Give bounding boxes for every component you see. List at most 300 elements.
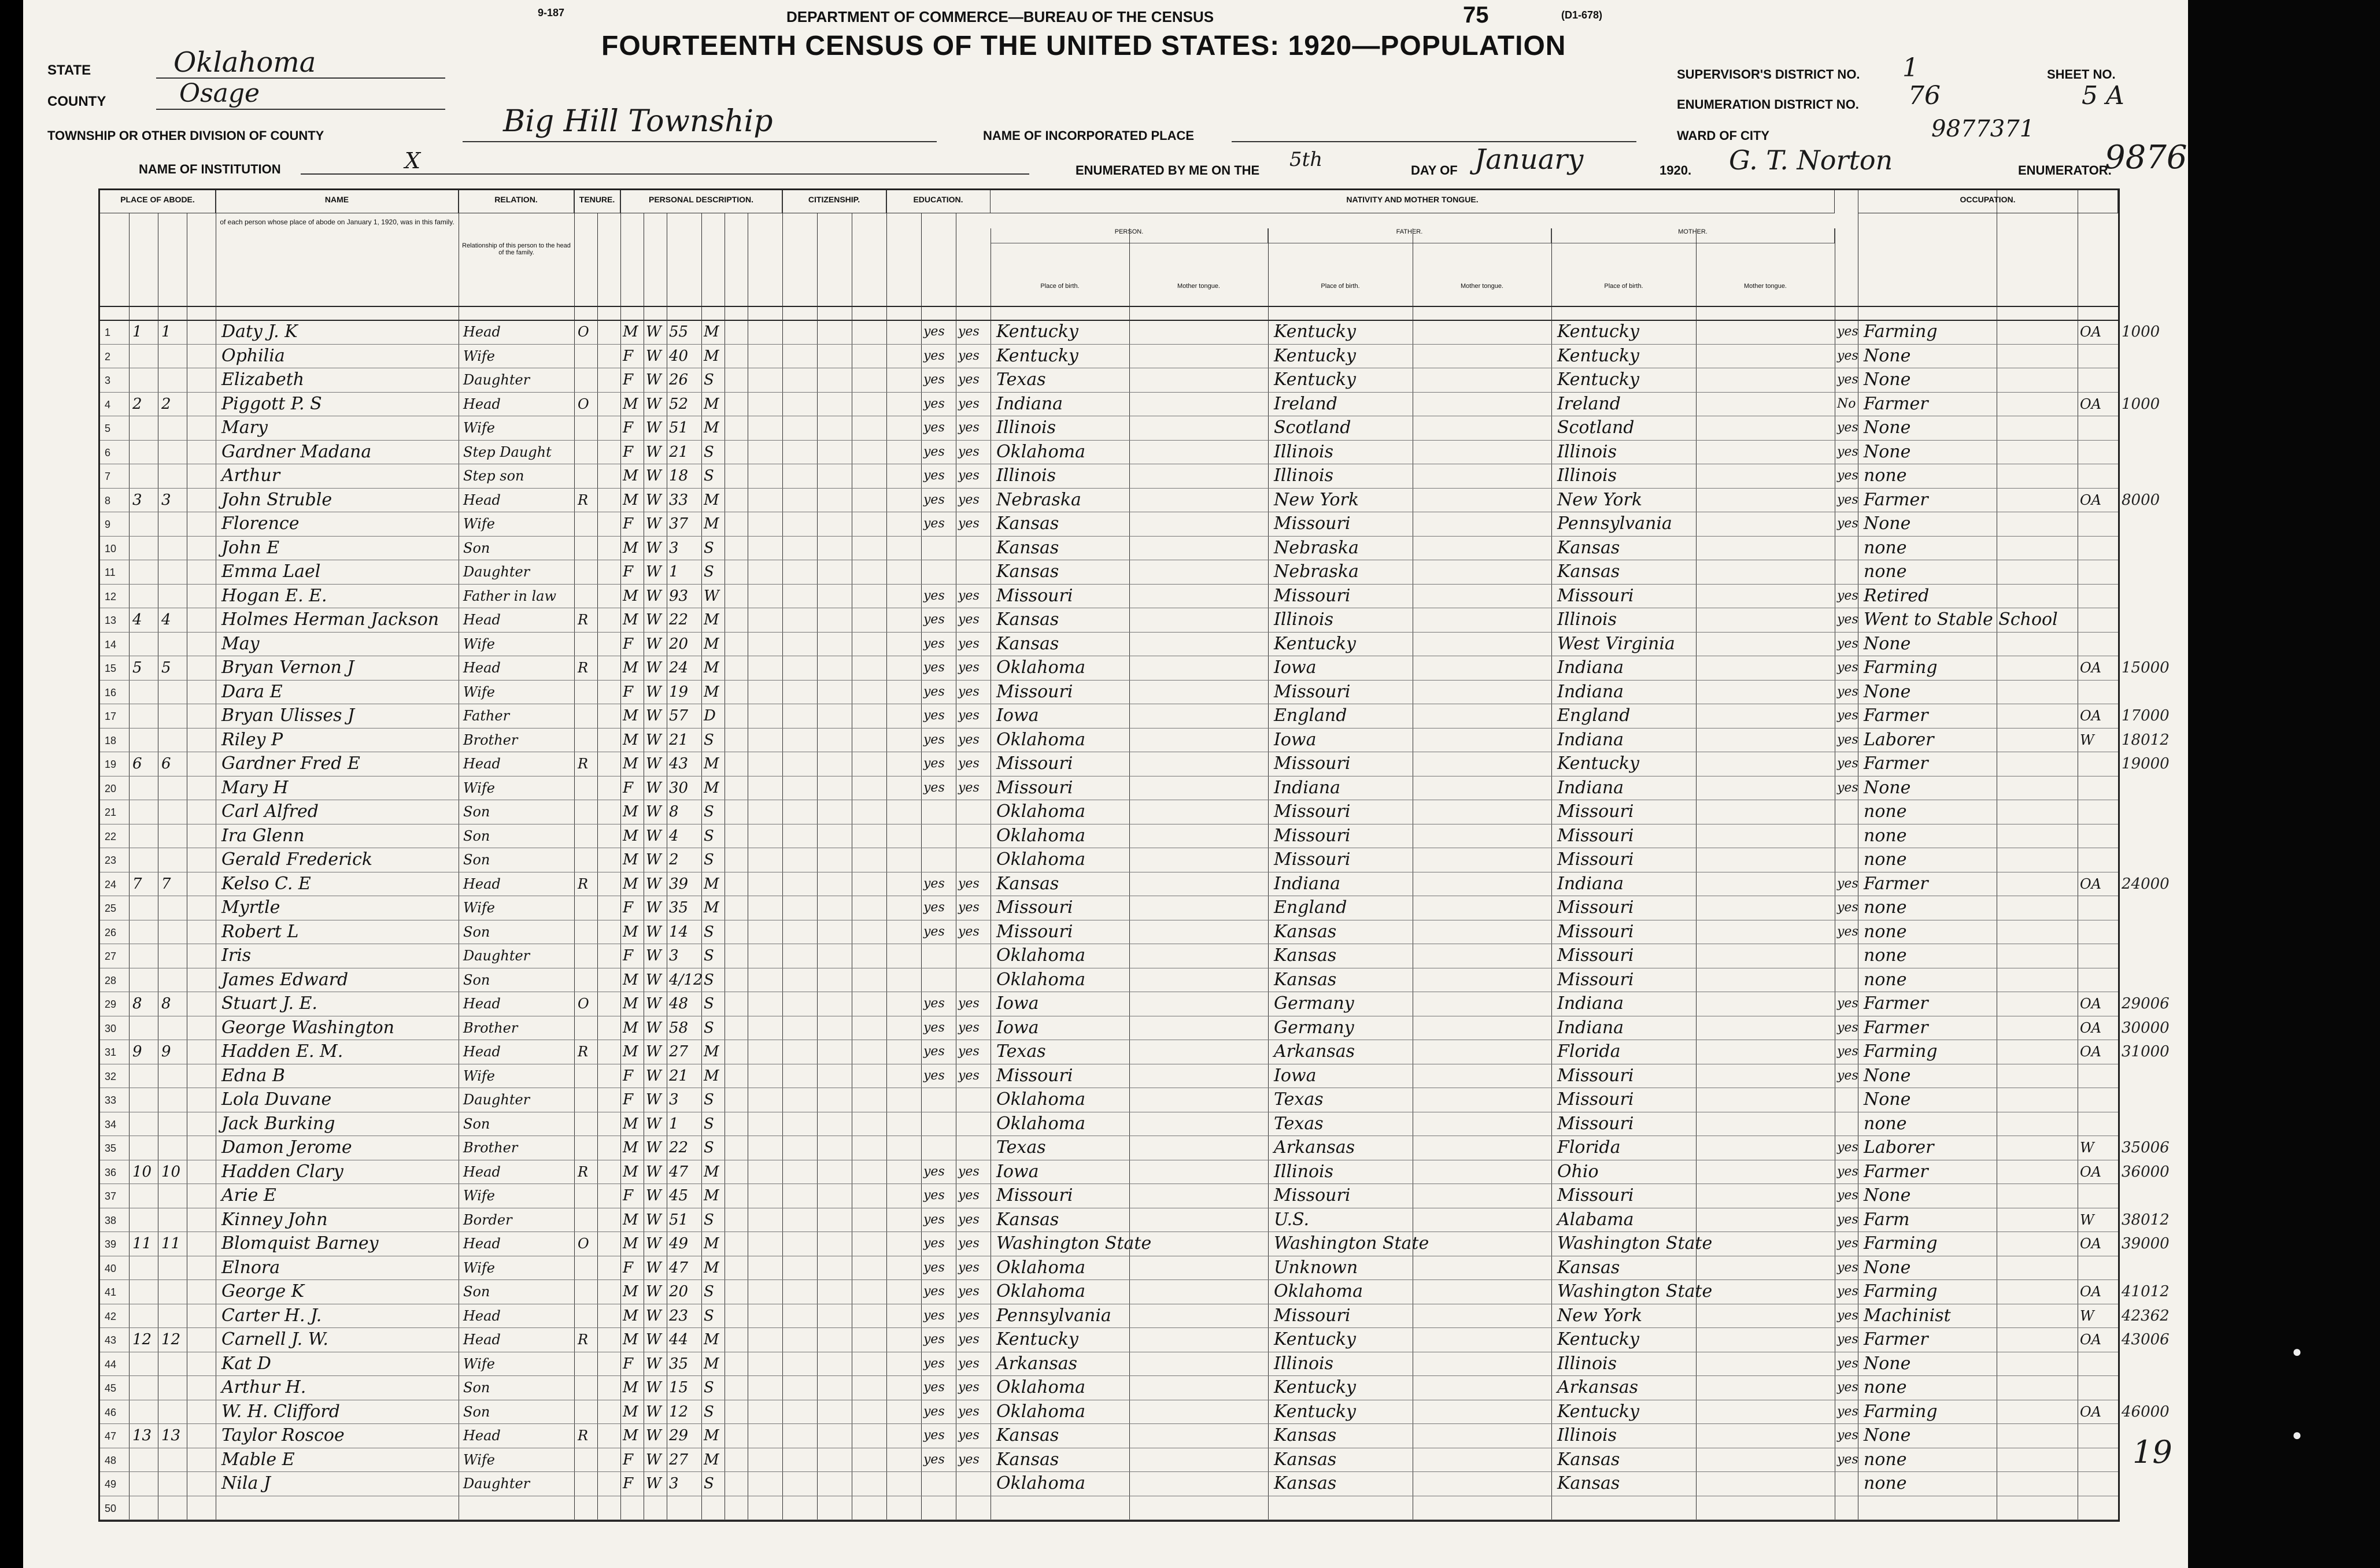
can-write: yes xyxy=(958,660,980,675)
marital-status: S xyxy=(704,1475,714,1492)
birthplace-father: Kentucky xyxy=(1274,1329,1356,1349)
can-read: yes xyxy=(923,1284,945,1299)
class-of-worker: W xyxy=(2080,1307,2094,1324)
tenure: O xyxy=(578,324,589,340)
birthplace-mother: Kansas xyxy=(1557,561,1620,582)
can-read: yes xyxy=(923,612,945,627)
relation: Wife xyxy=(463,347,496,364)
institution-underline xyxy=(301,173,1029,175)
age: 21 xyxy=(669,731,689,749)
dwelling-number: 10 xyxy=(132,1163,152,1181)
can-write: yes xyxy=(958,1356,980,1371)
person-name: John Struble xyxy=(221,489,332,510)
row-number: 25 xyxy=(105,903,117,914)
can-read: yes xyxy=(923,660,945,675)
row-number: 37 xyxy=(105,1190,117,1202)
relation: Brother xyxy=(463,1140,518,1156)
state-value: Oklahoma xyxy=(173,46,316,79)
birthplace-mother: Missouri xyxy=(1557,1065,1634,1086)
birthplace-mother: Missouri xyxy=(1557,1089,1634,1110)
can-read: yes xyxy=(923,1404,945,1419)
class-of-worker: OA xyxy=(2080,1284,2102,1300)
sheet-label: SHEET NO. xyxy=(2047,67,2116,82)
row-number: 11 xyxy=(105,567,116,578)
relation: Head xyxy=(463,612,501,628)
person-name: Gerald Frederick xyxy=(221,849,373,870)
birthplace-person: Nebraska xyxy=(996,489,1081,510)
sex: M xyxy=(623,707,638,724)
speaks-english: yes xyxy=(1837,324,1858,339)
relation: Border xyxy=(463,1211,512,1228)
sex: M xyxy=(623,851,638,868)
birthplace-person: Missouri xyxy=(996,753,1073,774)
birthplace-father: Arkansas xyxy=(1274,1041,1355,1062)
birthplace-father: Kansas xyxy=(1274,1473,1337,1493)
race: W xyxy=(646,443,661,461)
can-write: yes xyxy=(958,1332,980,1347)
occupation-trade: Farming xyxy=(1864,321,1938,342)
speaks-english: yes xyxy=(1837,1404,1858,1419)
sex: M xyxy=(623,755,638,772)
birthplace-person: Kansas xyxy=(996,1425,1059,1445)
birthplace-mother: Florida xyxy=(1557,1041,1621,1062)
birthplace-father: Missouri xyxy=(1274,1185,1351,1205)
can-read: yes xyxy=(923,1452,945,1467)
person-name: Hogan E. E. xyxy=(221,585,327,606)
sex: M xyxy=(623,1427,638,1444)
family-number: 11 xyxy=(161,1235,181,1252)
occupation-trade: Laborer xyxy=(1864,1137,1934,1157)
column-divider xyxy=(817,213,818,1520)
occupation-trade: Laborer xyxy=(1864,729,1934,750)
can-read: yes xyxy=(923,732,945,747)
supervisor-label: SUPERVISOR'S DISTRICT NO. xyxy=(1677,67,1860,82)
person-name: Jack Burking xyxy=(221,1113,335,1134)
sex: F xyxy=(623,683,634,701)
marital-status: S xyxy=(704,1307,714,1325)
sex: M xyxy=(623,1403,638,1421)
margin-code: 30000 xyxy=(2122,1019,2170,1037)
speaks-english: yes xyxy=(1837,420,1858,435)
birthplace-mother: Illinois xyxy=(1557,1425,1617,1445)
birthplace-father: Washington State xyxy=(1274,1233,1429,1253)
relation: Son xyxy=(463,1284,490,1300)
birthplace-person: Kansas xyxy=(996,609,1059,630)
tenure: R xyxy=(578,491,589,508)
birthplace-mother: Kentucky xyxy=(1557,1401,1639,1422)
relation: Wife xyxy=(463,1259,496,1276)
birthplace-mother: Washington State xyxy=(1557,1281,1713,1301)
row-number: 30 xyxy=(105,1022,117,1034)
person-name: Iris xyxy=(221,945,252,966)
occupation-trade: none xyxy=(1864,969,1907,990)
occupation-trade: none xyxy=(1864,465,1907,486)
race: W xyxy=(646,1355,661,1373)
institution-value: X xyxy=(405,148,421,173)
relation: Son xyxy=(463,923,490,940)
tenure: R xyxy=(578,1044,589,1060)
sex: M xyxy=(623,827,638,845)
birthplace-father: Missouri xyxy=(1274,1305,1351,1326)
birthplace-father: Illinois xyxy=(1274,465,1334,486)
relation: Son xyxy=(463,971,490,988)
birthplace-person: Oklahoma xyxy=(996,945,1085,966)
dwelling-number: 8 xyxy=(132,995,142,1012)
birthplace-father: Kansas xyxy=(1274,921,1337,942)
margin-code: 31000 xyxy=(2122,1043,2170,1060)
age: 37 xyxy=(669,515,689,532)
birthplace-mother: Indiana xyxy=(1557,993,1624,1014)
birthplace-person: Texas xyxy=(996,1137,1046,1157)
person-name: Kat D xyxy=(221,1353,271,1374)
dwelling-number: 11 xyxy=(132,1235,152,1252)
group-occupation: OCCUPATION. xyxy=(1858,190,2118,213)
birthplace-father: Germany xyxy=(1274,993,1354,1014)
row-number: 28 xyxy=(105,974,117,986)
age: 8 xyxy=(669,803,679,820)
column-divider xyxy=(782,190,783,1520)
margin-code: 8000 xyxy=(2122,491,2160,509)
birthplace-father: Kansas xyxy=(1274,945,1337,966)
can-read: yes xyxy=(923,444,945,459)
class-of-worker: OA xyxy=(2080,660,2102,676)
can-write: yes xyxy=(958,1068,980,1083)
row-number: 24 xyxy=(105,878,117,890)
speaks-english: yes xyxy=(1837,1212,1858,1227)
race: W xyxy=(646,611,661,628)
census-sheet xyxy=(23,0,2188,1568)
speaks-english: yes xyxy=(1837,1236,1858,1251)
sex: F xyxy=(623,347,634,365)
can-write: yes xyxy=(958,420,980,435)
row-number: 12 xyxy=(105,590,117,602)
person-name: Lola Duvane xyxy=(221,1089,332,1110)
margin-numbers-top: 9877371 xyxy=(1931,116,2035,142)
can-read: yes xyxy=(923,924,945,939)
marital-status: M xyxy=(704,1355,719,1373)
birthplace-father: Missouri xyxy=(1274,681,1351,702)
can-write: yes xyxy=(958,1308,980,1323)
family-number: 9 xyxy=(161,1043,171,1060)
column-divider xyxy=(620,190,621,1520)
dwelling-number: 9 xyxy=(132,1043,142,1060)
race: W xyxy=(646,515,661,532)
birthplace-person: Washington State xyxy=(996,1233,1152,1253)
census-title: FOURTEENTH CENSUS OF THE UNITED STATES: 1920—POPULATION xyxy=(601,31,1566,61)
sex: M xyxy=(623,611,638,628)
person-name: Taylor Roscoe xyxy=(221,1425,345,1445)
speaks-english: yes xyxy=(1837,1020,1858,1035)
punch-holes: ● ● xyxy=(2292,1343,2302,1444)
marital-status: S xyxy=(704,1115,714,1133)
can-write: yes xyxy=(958,1164,980,1179)
age: 44 xyxy=(669,1331,689,1348)
class-of-worker: OA xyxy=(2080,491,2102,508)
race: W xyxy=(646,1283,661,1300)
age: 21 xyxy=(669,1067,689,1085)
birthplace-person: Illinois xyxy=(996,417,1056,438)
can-read: yes xyxy=(923,756,945,771)
sex: M xyxy=(623,539,638,557)
age: 39 xyxy=(669,875,689,893)
row-number: 20 xyxy=(105,782,117,794)
can-write: yes xyxy=(958,756,980,771)
birthplace-person: Oklahoma xyxy=(996,1377,1085,1397)
birthplace-mother: Missouri xyxy=(1557,585,1634,606)
dwelling-number: 5 xyxy=(132,659,142,676)
marital-status: S xyxy=(704,1403,714,1421)
race: W xyxy=(646,395,661,413)
person-name: Dara E xyxy=(221,681,283,702)
birthplace-father: Kentucky xyxy=(1274,321,1356,342)
occupation-trade: None xyxy=(1864,417,1911,438)
speaks-english: yes xyxy=(1837,1164,1858,1179)
race: W xyxy=(646,1475,661,1492)
birthplace-person: Oklahoma xyxy=(996,849,1085,870)
age: 12 xyxy=(669,1403,689,1421)
subhead-mt-mother: Mother tongue. xyxy=(1744,283,1787,290)
tenure: R xyxy=(578,612,589,628)
birthplace-father: Missouri xyxy=(1274,849,1351,870)
birthplace-mother: Ireland xyxy=(1557,393,1621,414)
person-name: George K xyxy=(221,1281,305,1301)
can-write: yes xyxy=(958,468,980,483)
row-divider xyxy=(100,1375,2118,1376)
occupation-trade: none xyxy=(1864,825,1907,846)
county-label: COUNTY xyxy=(47,94,106,109)
enumeration-label: ENUMERATION DISTRICT NO. xyxy=(1677,97,1859,112)
race: W xyxy=(646,923,661,941)
can-write: yes xyxy=(958,612,980,627)
birthplace-father: Iowa xyxy=(1274,729,1317,750)
age: 1 xyxy=(669,1115,679,1133)
can-read: yes xyxy=(923,1380,945,1395)
age: 55 xyxy=(669,323,689,341)
state-label: STATE xyxy=(47,62,91,78)
birthplace-father: Kansas xyxy=(1274,1449,1337,1470)
birthplace-father: Unknown xyxy=(1274,1257,1358,1278)
can-read: yes xyxy=(923,1212,945,1227)
margin-code: 15000 xyxy=(2122,659,2170,676)
column-divider xyxy=(921,213,922,1520)
subhead-name-desc: of each person whose place of abode on January 1, 1920, was in this family. xyxy=(220,218,454,226)
age: 47 xyxy=(669,1259,689,1277)
row-number: 44 xyxy=(105,1358,117,1370)
race: W xyxy=(646,1043,661,1060)
birthplace-person: Kansas xyxy=(996,1209,1059,1230)
can-read: yes xyxy=(923,1044,945,1059)
relation: Wife xyxy=(463,683,496,700)
birthplace-mother: Missouri xyxy=(1557,1113,1634,1134)
row-divider xyxy=(100,440,2118,441)
speaks-english: yes xyxy=(1837,612,1858,627)
marital-status: S xyxy=(704,995,714,1012)
row-number: 16 xyxy=(105,686,117,698)
column-divider xyxy=(129,213,130,1520)
marital-status: M xyxy=(704,491,719,509)
can-read: yes xyxy=(923,636,945,651)
sex: F xyxy=(623,443,634,461)
birthplace-mother: New York xyxy=(1557,489,1642,510)
birthplace-person: Oklahoma xyxy=(996,825,1085,846)
birthplace-mother: England xyxy=(1557,705,1631,726)
speaks-english: yes xyxy=(1837,1452,1858,1467)
birthplace-person: Oklahoma xyxy=(996,657,1085,678)
row-number: 47 xyxy=(105,1430,117,1442)
birthplace-person: Oklahoma xyxy=(996,441,1085,462)
relation: Son xyxy=(463,1403,490,1420)
column-divider xyxy=(597,213,598,1520)
can-write: yes xyxy=(958,1236,980,1251)
relation: Son xyxy=(463,539,490,556)
birthplace-father: England xyxy=(1274,705,1347,726)
sex: M xyxy=(623,1235,638,1252)
group-citizenship: CITIZENSHIP. xyxy=(782,190,886,213)
can-read: yes xyxy=(923,348,945,363)
age: 20 xyxy=(669,635,689,653)
birthplace-mother: Missouri xyxy=(1557,969,1634,990)
tenure: O xyxy=(578,996,589,1012)
enumeration-value: 76 xyxy=(1908,81,1941,110)
marital-status: S xyxy=(704,467,714,485)
birthplace-mother: Missouri xyxy=(1557,825,1634,846)
birthplace-person: Kentucky xyxy=(996,345,1078,366)
can-write: yes xyxy=(958,1188,980,1203)
speaks-english: yes xyxy=(1837,516,1858,531)
stamp-number: 75 xyxy=(1463,2,1489,28)
birthplace-mother: Kansas xyxy=(1557,1473,1620,1493)
birthplace-father: Arkansas xyxy=(1274,1137,1355,1157)
margin-code: 46000 xyxy=(2122,1403,2170,1421)
can-read: yes xyxy=(923,468,945,483)
sex: M xyxy=(623,1331,638,1348)
can-read: yes xyxy=(923,492,945,507)
age: 3 xyxy=(669,1475,679,1492)
birthplace-person: Kansas xyxy=(996,561,1059,582)
can-read: yes xyxy=(923,1308,945,1323)
person-name: Arthur xyxy=(221,465,280,486)
age: 47 xyxy=(669,1163,689,1181)
speaks-english: yes xyxy=(1837,1260,1858,1275)
birthplace-father: Illinois xyxy=(1274,1353,1334,1374)
group-personal: PERSONAL DESCRIPTION. xyxy=(620,190,782,213)
sex: M xyxy=(623,923,638,941)
birthplace-father: Kentucky xyxy=(1274,1377,1356,1397)
race: W xyxy=(646,563,661,580)
birthplace-person: Missouri xyxy=(996,897,1073,918)
row-number: 49 xyxy=(105,1478,117,1490)
row-number: 6 xyxy=(105,446,111,458)
birthplace-father: Kentucky xyxy=(1274,633,1356,654)
speaks-english: No xyxy=(1837,396,1856,411)
subhead-mt-person: Mother tongue. xyxy=(1177,283,1220,290)
occupation-trade: None xyxy=(1864,1353,1911,1374)
marital-status: S xyxy=(704,1283,714,1300)
birthplace-father: New York xyxy=(1274,489,1359,510)
relation: Wife xyxy=(463,779,496,796)
relation: Wife xyxy=(463,1355,496,1372)
birthplace-person: Iowa xyxy=(996,1017,1039,1038)
can-write: yes xyxy=(958,924,980,939)
can-write: yes xyxy=(958,516,980,531)
birthplace-father: Nebraska xyxy=(1274,561,1359,582)
race: W xyxy=(646,323,661,341)
birthplace-mother: Kentucky xyxy=(1557,321,1639,342)
enumerator-label: ENUMERATOR. xyxy=(2018,163,2112,177)
race: W xyxy=(646,1307,661,1325)
enumerator-value: G. T. Norton xyxy=(1729,145,1893,176)
row-number: 33 xyxy=(105,1094,117,1106)
margin-code: 39000 xyxy=(2122,1235,2170,1252)
sheet-value: 5 A xyxy=(2082,81,2124,110)
can-write: yes xyxy=(958,636,980,651)
marital-status: M xyxy=(704,635,719,653)
margin-code: 1000 xyxy=(2122,395,2160,413)
row-divider xyxy=(100,680,2118,681)
relation: Head xyxy=(463,996,501,1012)
marital-status: S xyxy=(704,443,714,461)
occupation-trade: none xyxy=(1864,1377,1907,1397)
relation: Head xyxy=(463,660,501,676)
relation: Daughter xyxy=(463,948,530,964)
tenure: R xyxy=(578,660,589,676)
column-divider xyxy=(574,190,575,1520)
occupation-trade: Farm xyxy=(1864,1209,1910,1230)
sex: M xyxy=(623,803,638,820)
race: W xyxy=(646,587,661,605)
person-name: W. H. Clifford xyxy=(221,1401,340,1422)
birthplace-person: Iowa xyxy=(996,993,1039,1014)
birthplace-person: Kentucky xyxy=(996,321,1078,342)
marital-status: M xyxy=(704,1067,719,1085)
can-read: yes xyxy=(923,1188,945,1203)
sex: M xyxy=(623,323,638,341)
birthplace-person: Oklahoma xyxy=(996,1401,1085,1422)
age: 1 xyxy=(669,563,679,580)
can-read: yes xyxy=(923,324,945,339)
row-number: 50 xyxy=(105,1502,117,1514)
birthplace-person: Texas xyxy=(996,1041,1046,1062)
occupation-trade: Farmer xyxy=(1864,1329,1928,1349)
can-read: yes xyxy=(923,900,945,915)
relation: Step son xyxy=(463,468,524,484)
subhead-pob-mother: Place of birth. xyxy=(1604,283,1643,290)
person-name: Kinney John xyxy=(221,1209,328,1230)
sex: F xyxy=(623,1067,634,1085)
birthplace-person: Kansas xyxy=(996,537,1059,558)
speaks-english: yes xyxy=(1837,900,1858,915)
row-number: 48 xyxy=(105,1454,117,1466)
birthplace-father: Nebraska xyxy=(1274,537,1359,558)
person-name: Bryan Vernon J xyxy=(221,657,354,678)
row-number: 22 xyxy=(105,830,117,842)
group-tenure: TENURE. xyxy=(574,190,620,213)
row-number: 2 xyxy=(105,350,111,363)
group-education: EDUCATION. xyxy=(886,190,991,213)
occupation-trade: Farmer xyxy=(1864,1161,1928,1182)
person-name: Damon Jerome xyxy=(221,1137,352,1157)
birthplace-mother: Indiana xyxy=(1557,681,1624,702)
can-read: yes xyxy=(923,588,945,603)
speaks-english: yes xyxy=(1837,372,1858,387)
sex: F xyxy=(623,635,634,653)
can-write: yes xyxy=(958,1212,980,1227)
speaks-english: yes xyxy=(1837,1380,1858,1395)
birthplace-person: Oklahoma xyxy=(996,1089,1085,1110)
can-read: yes xyxy=(923,396,945,411)
birthplace-father: Texas xyxy=(1274,1113,1324,1134)
race: W xyxy=(646,875,661,893)
